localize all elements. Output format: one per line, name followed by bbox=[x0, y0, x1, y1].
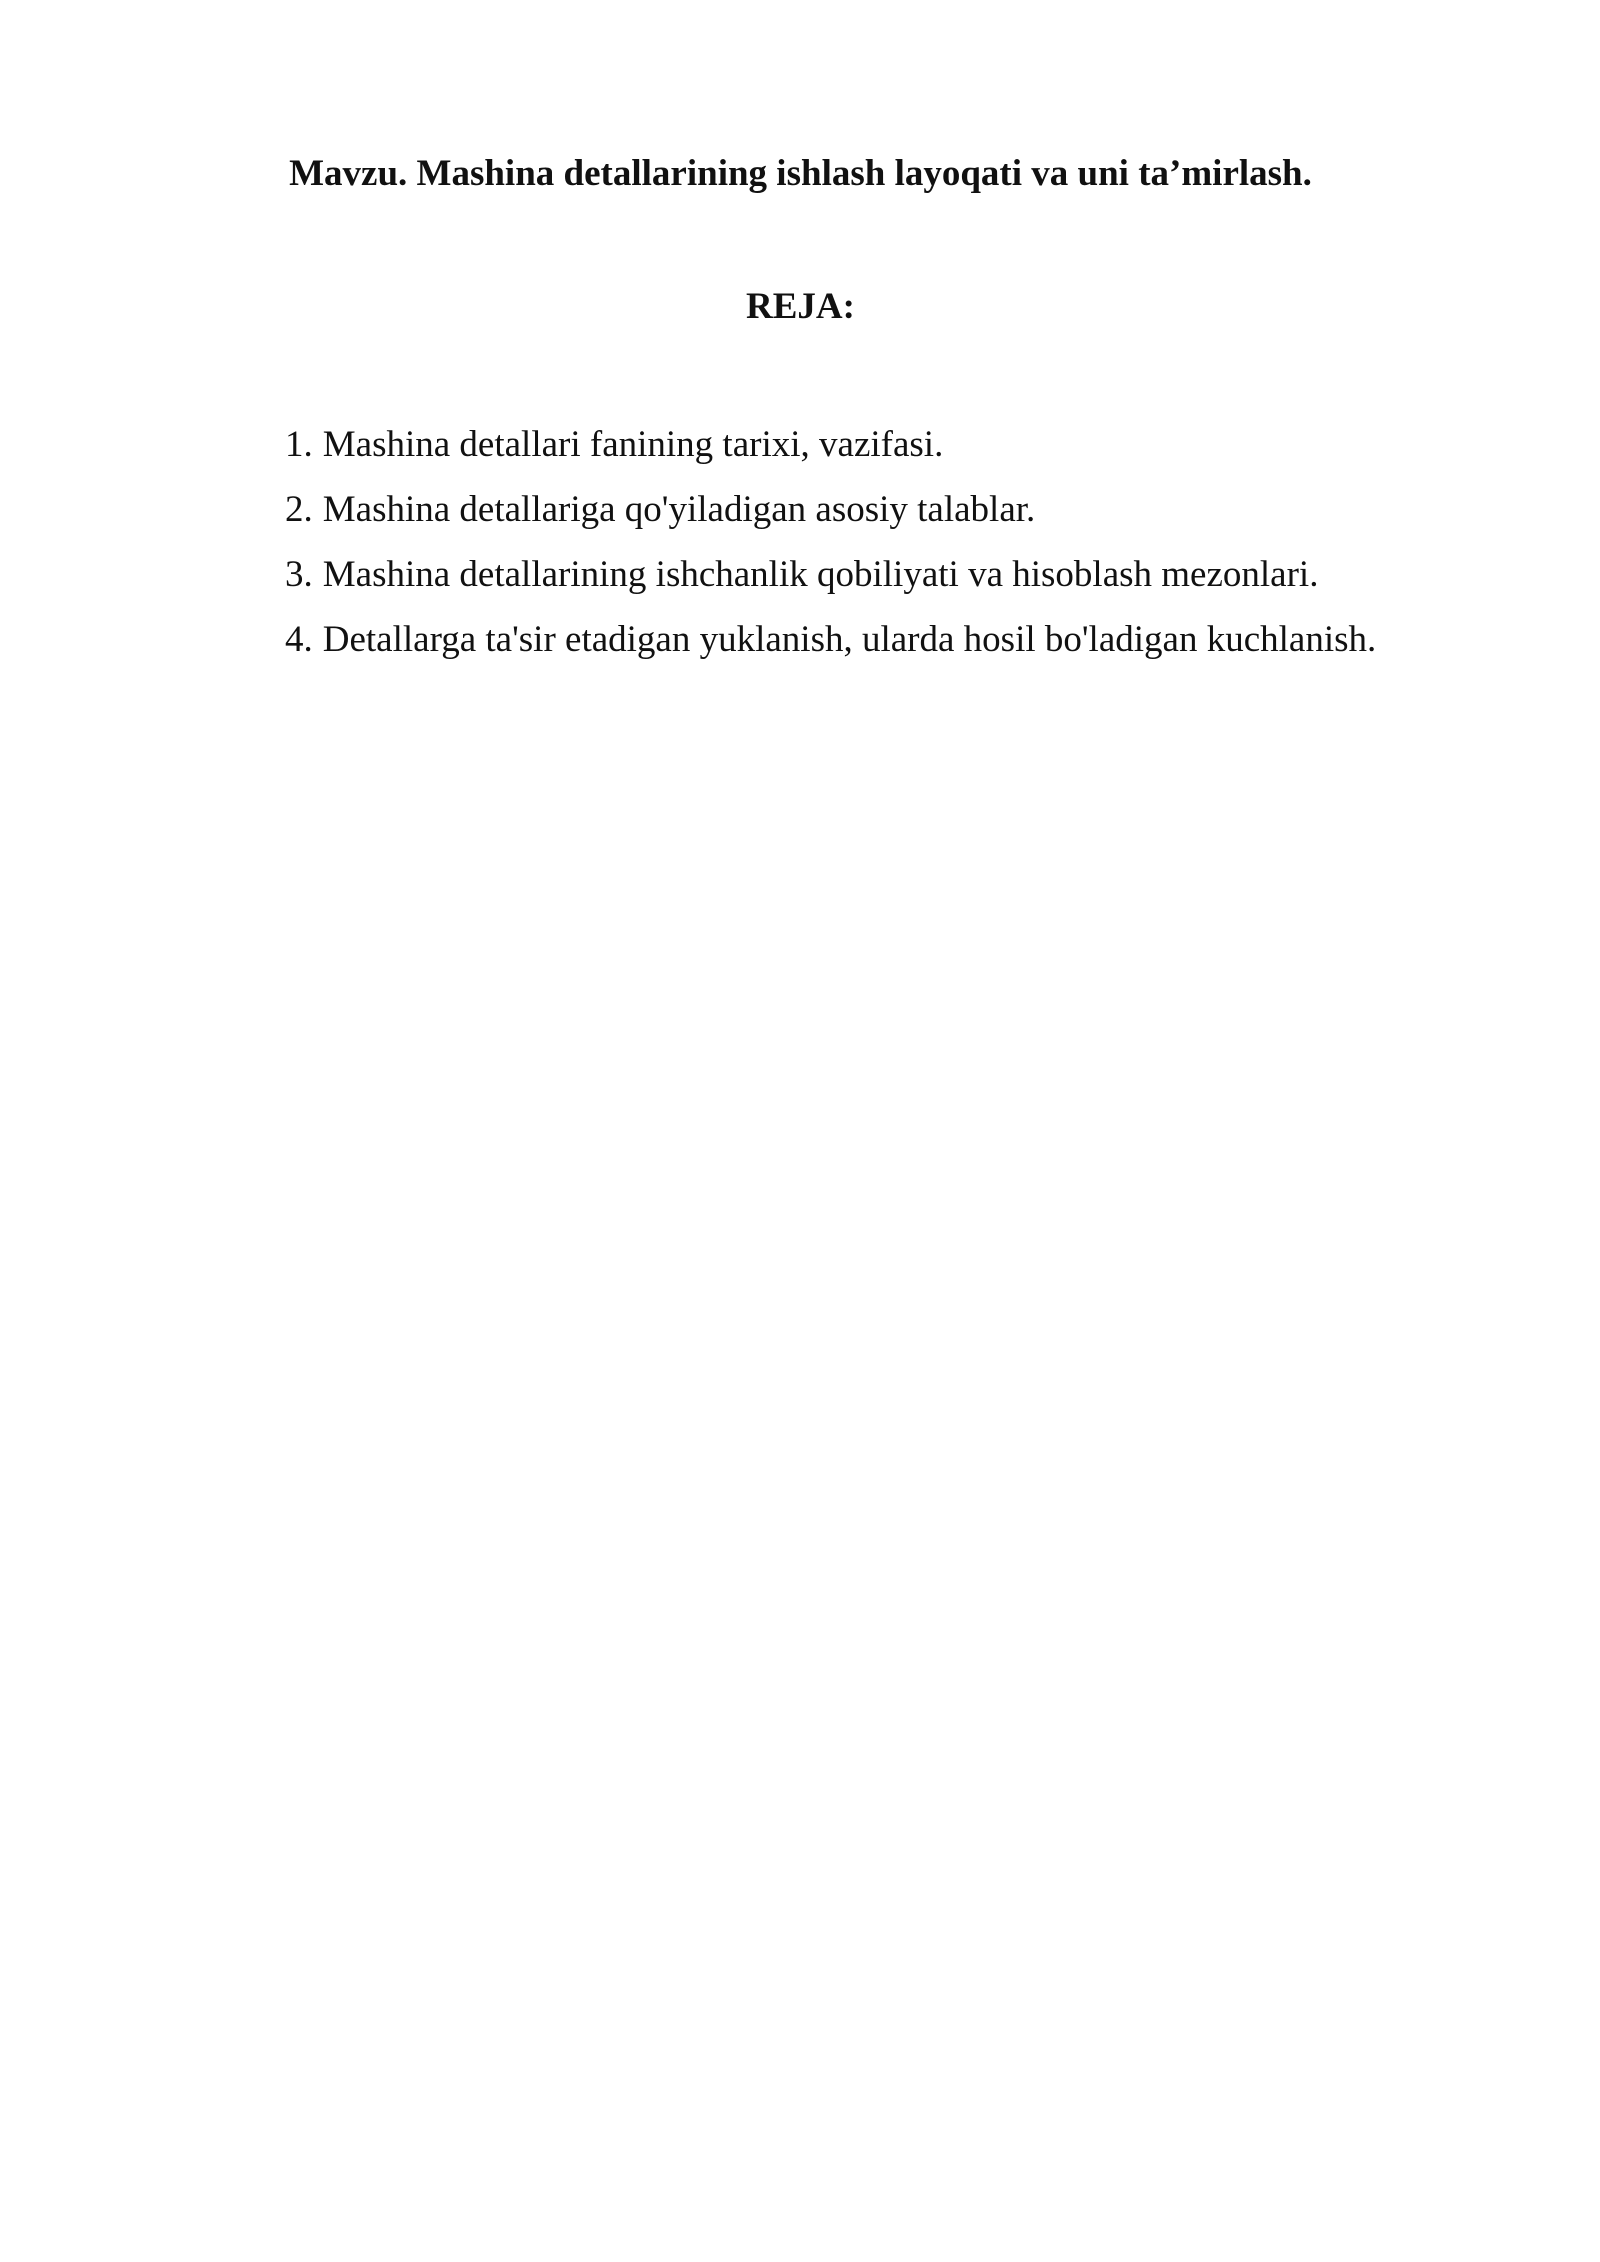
plan-item-number: 4. bbox=[285, 619, 313, 660]
plan-list bbox=[285, 412, 1376, 672]
plan-item-number: 1. bbox=[285, 424, 313, 465]
plan-item-text: Mashina detallarining ishchanlik qobiliyati va hisoblash mezonlari. bbox=[322, 554, 1319, 595]
plan-item bbox=[285, 607, 1376, 672]
plan-item-number: 3. bbox=[285, 554, 313, 595]
plan-item bbox=[285, 412, 1376, 477]
plan-item bbox=[285, 542, 1376, 607]
plan-item-text: Detallarga ta'sir etadigan yuklanish, ularda hosil bo'ladigan kuchlanish. bbox=[322, 619, 1377, 660]
plan-item-number: 2. bbox=[285, 489, 313, 530]
document-title: Mavzu. Mashina detallarining ishlash layoqati va uni ta’mirlash. bbox=[289, 153, 1312, 194]
plan-item-text: Mashina detallariga qo'yiladigan asosiy talablar. bbox=[322, 489, 1036, 530]
plan-item-text: Mashina detallari fanining tarixi, vazifasi. bbox=[322, 424, 944, 465]
plan-heading: REJA: bbox=[746, 286, 855, 327]
plan-item bbox=[285, 477, 1376, 542]
